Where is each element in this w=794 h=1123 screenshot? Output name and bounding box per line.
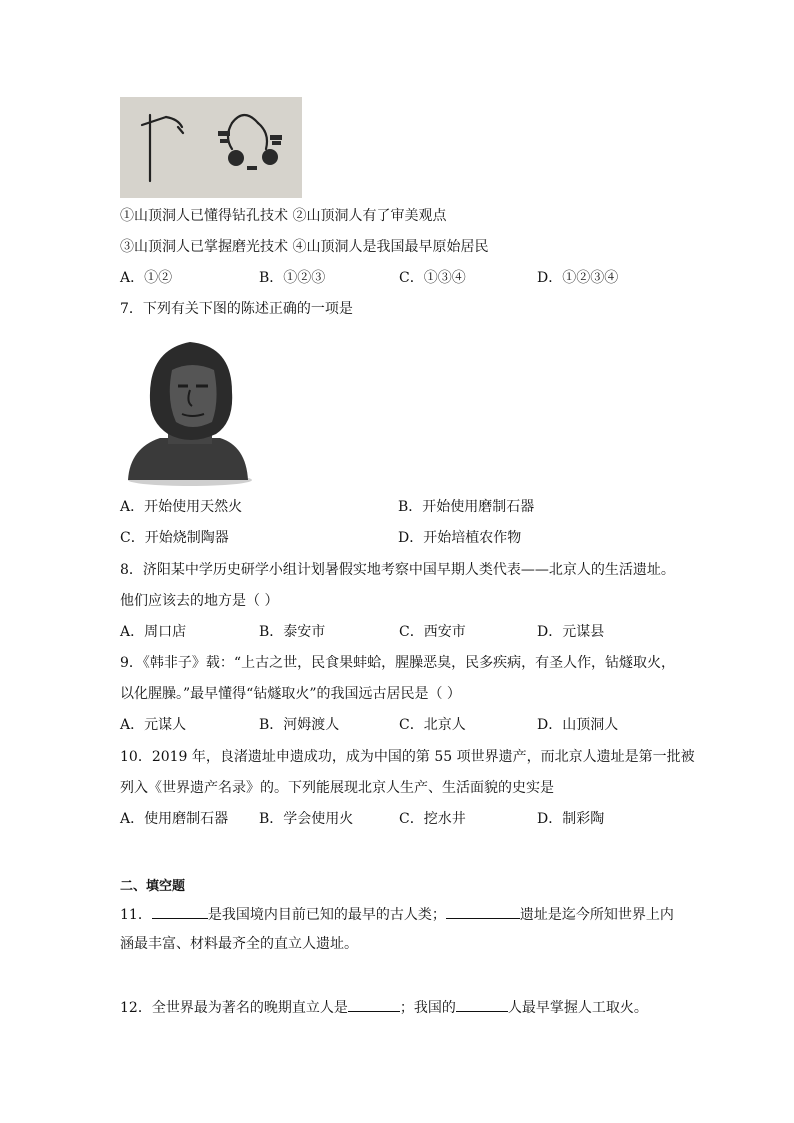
q8-option-d[interactable]: D．元谋县 xyxy=(537,624,605,640)
q11-number: 11． xyxy=(120,907,152,923)
q7-option-d[interactable]: D．开始培植农作物 xyxy=(398,530,522,546)
q7-option-a[interactable]: A．开始使用天然火 xyxy=(120,499,243,515)
bust-sculpture-image xyxy=(120,330,262,488)
q10-question-line1: 10．2019 年，良渚遗址申遗成功，成为中国的第 55 项世界遗产，而北京人遗址是第一批被 xyxy=(120,749,695,765)
q8-option-c[interactable]: C．西安市 xyxy=(399,624,466,640)
q12-text-2: ；我国的 xyxy=(399,1000,456,1016)
q12-line xyxy=(120,997,648,1018)
q6-option-c[interactable]: C．①③④ xyxy=(399,270,466,286)
q12-text-1: 12．全世界最为著名的晚期直立人是 xyxy=(120,1000,348,1016)
q9-question-line1: 9．《韩非子》载：“上古之世，民食果蚌蛤，腥臊恶臭，民多疾病，有圣人作，钻燧取火， xyxy=(120,655,676,671)
q9-option-b[interactable]: B．河姆渡人 xyxy=(259,717,340,733)
ornament-artifact-image xyxy=(120,97,302,198)
q7-option-c[interactable]: C．开始烧制陶器 xyxy=(120,530,229,546)
q12-text-3: 人最早掌握人工取火。 xyxy=(507,1000,648,1016)
q11-blank-1[interactable] xyxy=(152,904,208,919)
q9-option-a[interactable]: A．元谋人 xyxy=(120,717,187,733)
section-heading-fill-in: 二、填空题 xyxy=(120,879,186,894)
q7-question: 7．下列有关下图的陈述正确的一项是 xyxy=(120,301,353,317)
q6-statement-2: ③山顶洞人已掌握磨光技术 ④山顶洞人是我国最早原始居民 xyxy=(120,239,489,255)
q10-option-c[interactable]: C．挖水井 xyxy=(399,811,466,827)
q9-question-line2: 以化腥臊。”最早懂得“钻燧取火”的我国远古居民是（ ） xyxy=(120,686,461,702)
q11-text-2: 遗址是迄今所知世界上内 xyxy=(519,907,674,923)
q10-option-d[interactable]: D．制彩陶 xyxy=(537,811,605,827)
q12-blank-1[interactable] xyxy=(348,997,400,1012)
q10-option-a[interactable]: A．使用磨制石器 xyxy=(120,811,229,827)
q11-line1 xyxy=(120,904,674,925)
q10-option-b[interactable]: B．学会使用火 xyxy=(259,811,354,827)
q8-option-b[interactable]: B．泰安市 xyxy=(259,624,326,640)
q8-option-a[interactable]: A．周口店 xyxy=(120,624,187,640)
q7-option-b[interactable]: B．开始使用磨制石器 xyxy=(398,499,535,515)
q6-option-d[interactable]: D．①②③④ xyxy=(537,270,619,286)
q9-option-c[interactable]: C．北京人 xyxy=(399,717,466,733)
q8-question-line1: 8．济阳某中学历史研学小组计划暑假实地考察中国早期人类代表——北京人的生活遗址。 xyxy=(120,562,675,578)
q6-statement-1: ①山顶洞人已懂得钻孔技术 ②山顶洞人有了审美观点 xyxy=(120,208,447,224)
q11-line2: 涵最丰富、材料最齐全的直立人遗址。 xyxy=(120,936,358,952)
q8-question-line2: 他们应该去的地方是（ ） xyxy=(120,593,279,609)
q6-option-b[interactable]: B．①②③ xyxy=(259,270,326,286)
q6-option-a[interactable]: A．①② xyxy=(120,270,173,286)
q11-text-1: 是我国境内目前已知的最早的古人类； xyxy=(207,907,446,923)
q11-blank-2[interactable] xyxy=(446,904,520,919)
q12-blank-2[interactable] xyxy=(456,997,508,1012)
q9-option-d[interactable]: D．山顶洞人 xyxy=(537,717,619,733)
q10-question-line2: 列入《世界遗产名录》的。下列能展现北京人生产、生活面貌的史实是 xyxy=(120,780,554,796)
